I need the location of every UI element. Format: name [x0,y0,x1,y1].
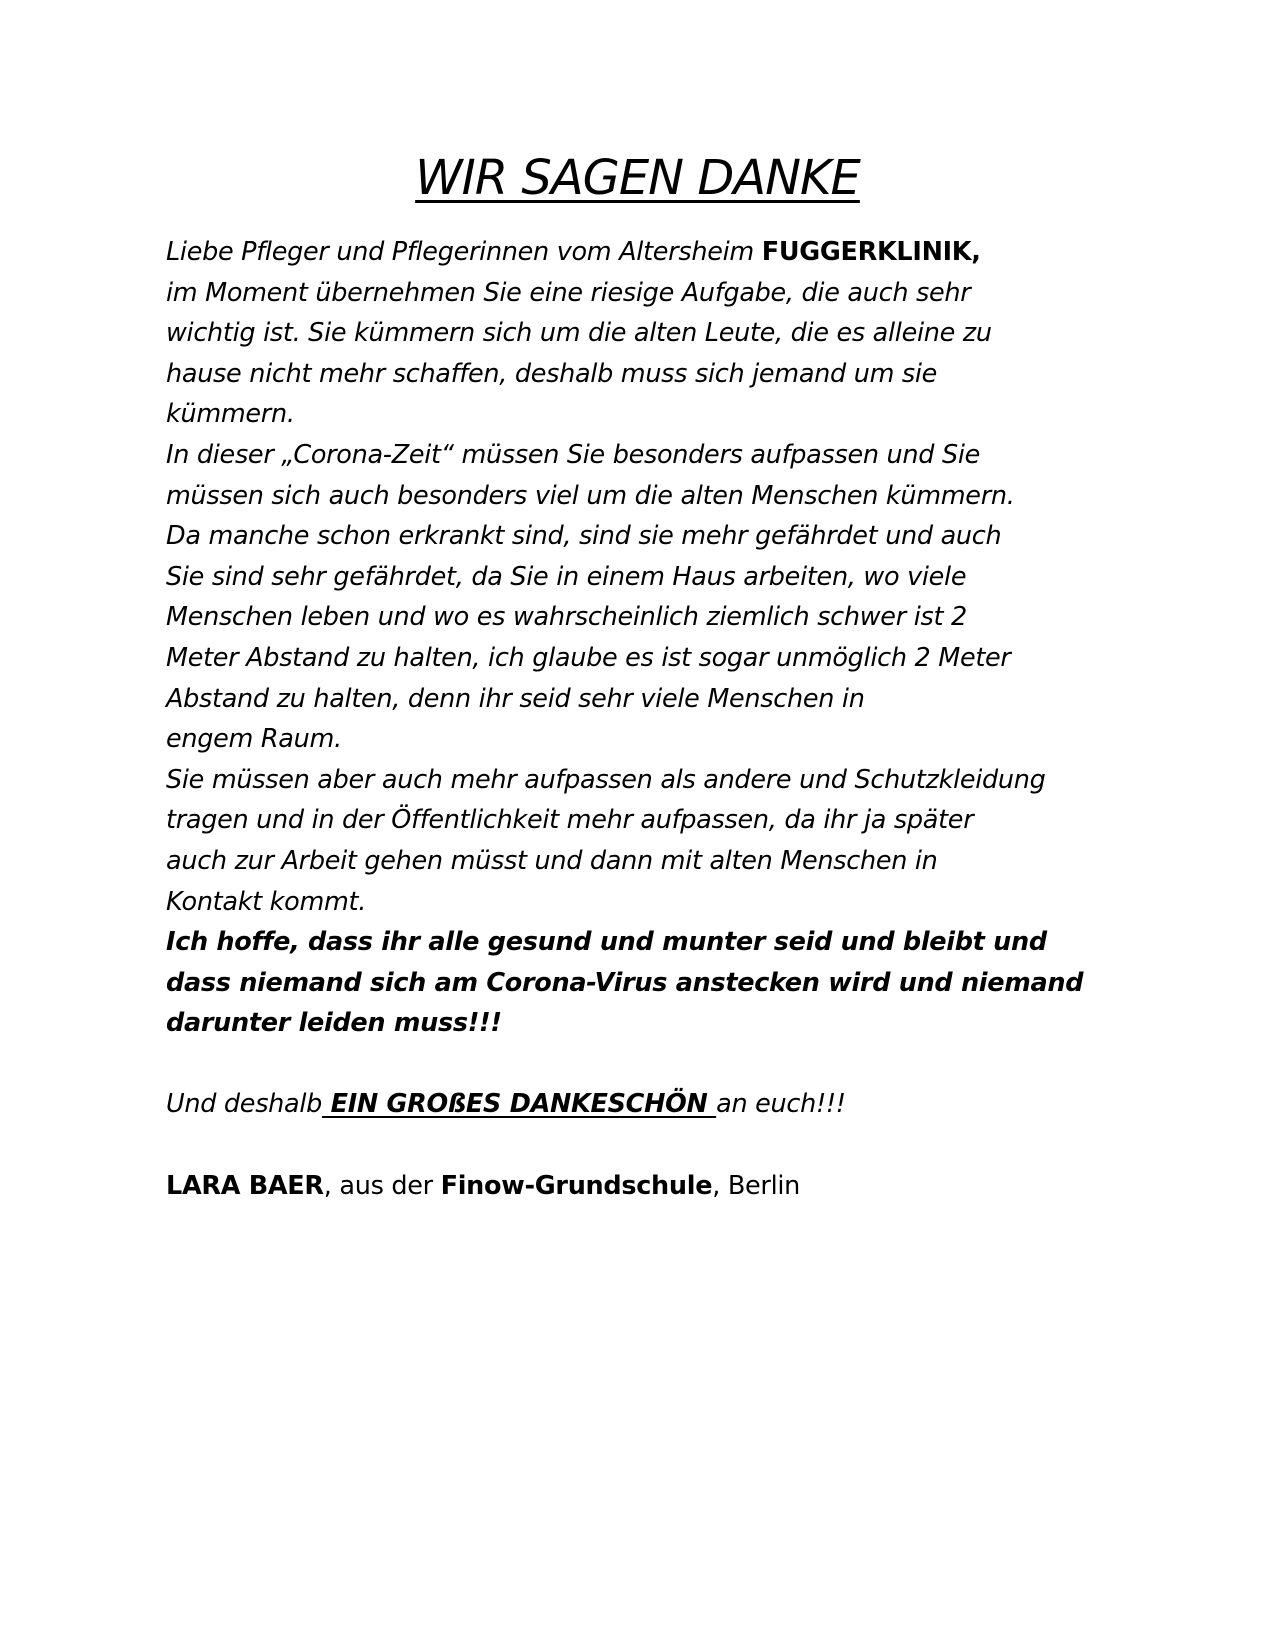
spacer [166,1125,1126,1166]
signature-city: , Berlin [712,1170,801,1201]
letter-line: wichtig ist. Sie kümmern sich um die alten Leute, die es alleine zu [166,318,992,349]
thanks-prefix: Und deshalb [166,1089,323,1120]
letter-line: hause nicht mehr schaffen, deshalb muss sich jemand um sie [166,358,938,389]
greeting-text: Liebe Pfleger und Pflegerinnen vom Altersheim [166,237,762,267]
letter-line: kümmern. [166,399,295,430]
letter-line: Meter Abstand zu halten, ich glaube es ist sogar unmöglich 2 Meter [166,642,1011,673]
thanks-emphasis: EIN GROßES DANKESCHÖN [322,1089,717,1120]
letter-line: im Moment übernehmen Sie eine riesige Aufgabe, die auch sehr [166,277,971,308]
author-name: LARA BAER [166,1170,324,1201]
letter-line: engem Raum. [166,724,342,755]
letter-line: tragen und in der Öffentlichkeit mehr aufpassen, da ihr ja später [166,805,974,836]
letter-line: Sie müssen aber auch mehr aufpassen als andere und Schutzkleidung [166,764,1046,795]
letter-line: Menschen leben und wo es wahrscheinlich ziemlich schwer ist 2 [166,602,967,633]
signature-line [166,1166,1126,1207]
letter-body [166,232,1126,1206]
organization-name: FUGGERKLINIK, [761,237,981,267]
wish-line: Ich hoffe, dass ihr alle gesund und munter seid und bleibt und [166,927,1047,958]
thanks-line [166,1084,1126,1125]
school-name: Finow-Grundschule [440,1170,713,1201]
thanks-suffix: an euch!!! [716,1089,846,1120]
signature-middle: , aus der [323,1170,441,1201]
letter-line: Sie sind sehr gefährdet, da Sie in einem Haus arbeiten, wo viele [166,561,967,592]
letter-line: müssen sich auch besonders viel um die alten Menschen kümmern. [166,480,1015,511]
title-text: WIR SAGEN DANKE [415,150,860,207]
letter-line: In dieser „Corona-Zeit“ müssen Sie besonders aufpassen und Sie [166,439,980,470]
page-title [0,150,1275,206]
letter-line: Kontakt kommt. [166,886,367,917]
greeting-line [166,232,1126,273]
letter-line: Abstand zu halten, denn ihr seid sehr viele Menschen in [166,683,865,714]
wish-line: darunter leiden muss!!! [166,1008,502,1039]
letter-line: Da manche schon erkrankt sind, sind sie mehr gefährdet und auch [166,521,1002,552]
spacer [166,1044,1126,1085]
letter-line: auch zur Arbeit gehen müsst und dann mit alten Menschen in [166,845,938,876]
wish-line: dass niemand sich am Corona-Virus anstecken wird und niemand [166,967,1084,998]
